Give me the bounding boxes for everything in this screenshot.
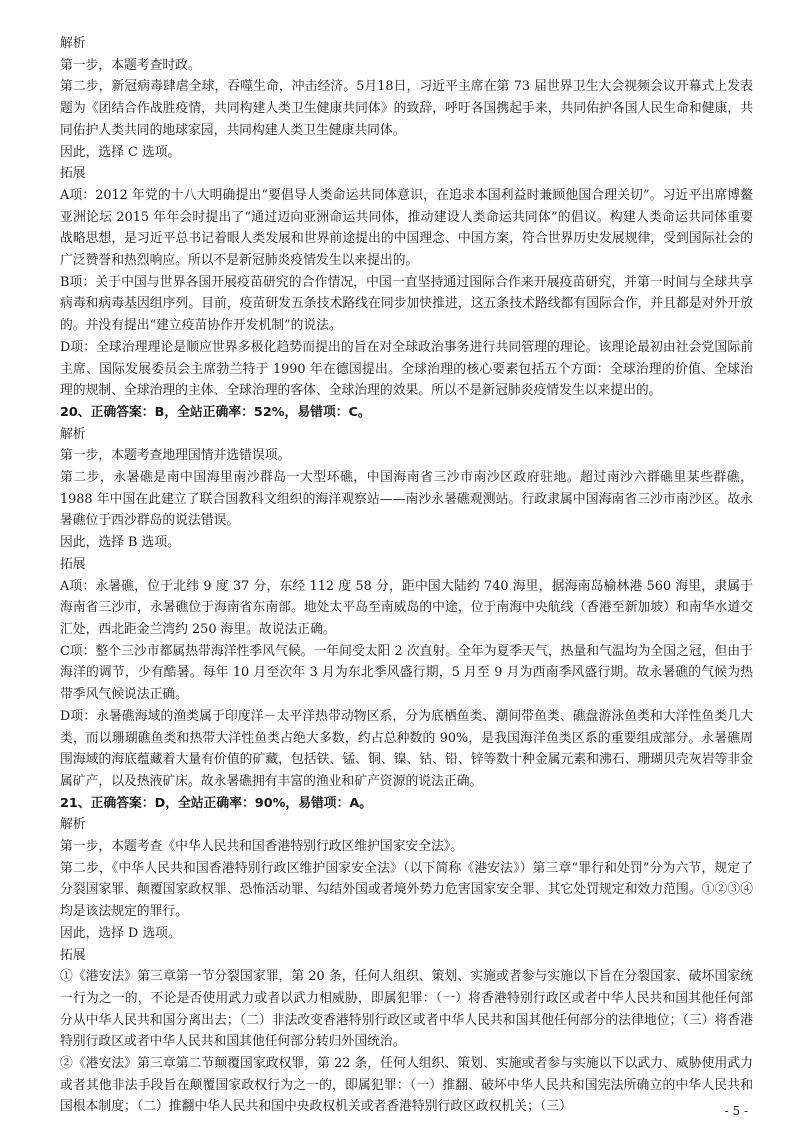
text-paragraph: 解析 [60,817,86,833]
text-paragraph: A项：永暑礁，位于北纬 9 度 37 分，东经 112 度 58 分，距中国大陆约 740 海里，据海南岛榆林港 560 海里，隶属于海南省三沙市，永暑礁位于海南省东南部。地处太平岛至南威岛的中途，位于南海中央航线（香港至新加坡）和南华水道交汇处，西北距金兰湾约 250 海里。故说法正确。 [60,578,753,637]
text-paragraph: 因此，选择 B 选项。 [60,535,180,551]
text-paragraph: D项：全球治理理论是顺应世界多极化趋势而提出的旨在对全球政治事务进行共同管理的理论。该理论最初由社会党国际前主席、国际发展委员会主席勃兰特于 1990 年在德国提出。全球治理的核心要素包括五个方面：全球治理的价值、全球治理的规制、全球治理的主体、全球治理的客体、全球治理的效果。所以不是新冠肺炎疫情发生以来提出的。 [60,339,753,399]
text-paragraph: D项：永暑礁海域的渔类属于印度洋－太平洋热带动物区系，分为底栖鱼类、潮间带鱼类、礁盘游泳鱼类和大洋性鱼类几大类，而以珊瑚礁鱼类和热带大洋性鱼类占绝大多数，约占总种数的 90%，是我国海洋鱼类区系的重要组成部分。永暑礁周围海域的海底蕴藏着大量有价值的矿藏，包括铁、锰、铜、镍、钴、铅、锌等数十种金属元素和沸石、珊瑚贝壳灰岩等非金属矿产，以及热液矿床。故永暑礁拥有丰富的渔业和矿产资源的说法正确。 [60,708,753,789]
text-paragraph: ①《港安法》第三章第一节分裂国家罪，第 20 条，任何人组织、策划、实施或者参与实施以下旨在分裂国家、破坏国家统一行为之一的，不论是否使用武力或者以武力相威胁，即属犯罪：（一）将香港特别行政区或者中华人民共和国其他任何部分从中华人民共和国分离出去；（二）非法改变香港特别行政区或者中华人民共和国其他任何部分的法律地位；（三）将香港特别行政区或者中华人民共和国其他任何部分转归外国统治。 [60,969,753,1050]
text-paragraph: 第一步，本题考查《中华人民共和国香港特别行政区维护国家安全法》。 [60,839,464,855]
text-paragraph: 第二步，《中华人民共和国香港特别行政区维护国家安全法》（以下简称《港安法》）第三章“罪行和处罚”分为六节，规定了分裂国家罪、颠覆国家政权罪、恐怖活动罪、勾结外国或者境外势力危害国家安全罪、其它处罚规定和效力范围。①②③④均是该法规定的罪行。 [60,860,753,920]
text-paragraph: 第一步，本题考查时政。 [60,57,201,73]
text-paragraph: A项：2012 年党的十八大明确提出“要倡导人类命运共同体意识，在追求本国利益时兼顾他国合理关切”。习近平出席博鳌亚洲论坛 2015 年年会时提出了“通过迈向亚洲命运共同体，推动建设人类命运共同体”的倡议。构建人类命运共同体重要战略思想，是习近平总书记着眼人类发展和世界前途提出的中国理念、中国方案，符合世界历史发展规律，受到国际社会的广泛赞誉和热烈响应。所以不是新冠肺炎疫情发生以来提出的。 [60,187,753,269]
text-paragraph: 因此，选择 D 选项。 [60,925,181,941]
text-paragraph: 第二步，新冠病毒肆虐全球，吞噬生命，冲击经济。5月18日，习近平主席在第 73 届世界卫生大会视频会议开幕式上发表题为《团结合作战胜疫情，共同构建人类卫生健康共同体》的致辞，呼吁各国携起手来，共同佑护各国人民生命和健康，共同佑护人类共同的地球家园，共同构建人类卫生健康共同体。 [60,79,753,138]
page-number: - 5 - [724,1104,748,1118]
text-paragraph: 第二步，永暑礁是南中国海里南沙群岛一大型环礁，中国海南省三沙市南沙区政府驻地。超过南沙六群礁里某些群礁，1988 年中国在此建立了联合国教科文组织的海洋观察站——南沙永暑礁观测站。行政隶属中国海南省三沙市南沙区。故永暑礁位于西沙群岛的说法错误。 [60,470,753,529]
text-paragraph: 拓展 [60,166,86,182]
text-paragraph: 解析 [60,36,86,51]
answer-heading: 20、正确答案：B，全站正确率：52%，易错项：C。 [60,404,371,420]
text-paragraph: 解析 [60,426,86,442]
document-body [60,33,753,1118]
text-paragraph: 拓展 [60,556,86,572]
text-paragraph: 第一步，本题考查地理国情并选错误项。 [60,448,291,464]
text-paragraph: B项：关于中国与世界各国开展疫苗研究的合作情况，中国一直坚持通过国际合作来开展疫苗研究，并第一时间与全球共享病毒和病毒基因组序列。目前，疫苗研发五条技术路线在同步加快推进，这五条技术路线都有国际合作，并且都是对外开放的。并没有提出“建立疫苗协作开发机制”的说法。 [60,274,753,334]
text-paragraph: C项：整个三沙市都属热带海洋性季风气候。一年间受太阳 2 次直射。全年为夏季天气，热量和气温均为全国之冠，但由于海洋的调节，少有酷暑。每年 10 月至次年 3 月为东北季风盛行期，5 月至 9 月为西南季风盛行期。故永暑礁的气候为热带季风气候说法正确。 [60,643,753,703]
text-paragraph: 因此，选择 C 选项。 [60,144,181,160]
text-paragraph: 拓展 [60,947,86,963]
text-paragraph: ②《港安法》第三章第二节颠覆国家政权罪，第 22 条，任何人组织、策划、实施或者参与实施以下以武力、威胁使用武力或者其他非法手段旨在颠覆国家政权行为之一的，即属犯罪：（一）推翻、破坏中华人民共和国宪法所确立的中华人民共和国根本制度；（二）推翻中华人民共和国中央政权机关或者香港特别行政区政权机关；（三） [60,1056,753,1115]
answer-heading: 21、正确答案：D，全站正确率：90%，易错项：A。 [60,795,373,811]
